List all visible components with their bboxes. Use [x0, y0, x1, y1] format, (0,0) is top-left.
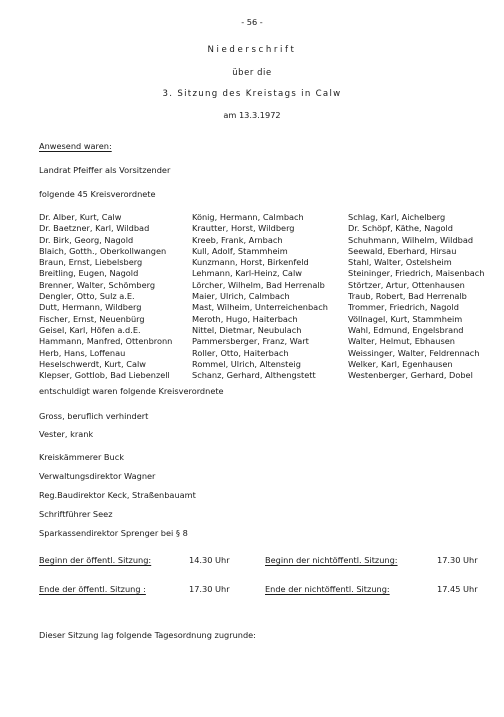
- member-entry: Hammann, Manfred, Ottenbronn: [39, 336, 173, 347]
- member-entry: Klepser, Gottlob, Bad Liebenzell: [39, 370, 170, 381]
- member-entry: Mast, Wilheim, Unterreichenbach: [192, 302, 328, 313]
- member-entry: Rommel, Ulrich, Altensteig: [192, 358, 301, 369]
- member-entry: Heselschwerdt, Kurt, Calw: [39, 358, 146, 369]
- member-entry: Maier, Ulrich, Calmbach: [192, 291, 290, 302]
- staff-entry: Reg.Baudirektor Keck, Straßenbauamt: [39, 490, 196, 500]
- member-entry: Geisel, Karl, Höfen a.d.E.: [39, 324, 141, 335]
- nonpublic-end-label: Ende der nichtöffentl. Sitzung:: [265, 584, 390, 594]
- public-start-value: 14.30 Uhr: [189, 555, 230, 565]
- member-entry: Walter, Helmut, Ebhausen: [348, 336, 455, 347]
- member-entry: Fischer, Ernst, Neuenbürg: [39, 313, 145, 324]
- member-entry: Steininger, Friedrich, Maisenbach: [348, 268, 485, 279]
- member-entry: Störtzer, Artur, Ottenhausen: [348, 279, 465, 290]
- member-entry: Kreeb, Frank, Arnbach: [192, 234, 283, 245]
- staff-entry: Schriftführer Seez: [39, 509, 113, 519]
- member-entry: Stahl, Walter, Ostelsheim: [348, 257, 452, 268]
- member-entry: Kull, Adolf, Stammheim: [192, 245, 288, 256]
- member-entry: Völlnagel, Kurt, Stammheim: [348, 313, 463, 324]
- nonpublic-start-label: Beginn der nichtöffentl. Sitzung:: [265, 555, 398, 565]
- public-start-label: Beginn der öffentl. Sitzung:: [39, 555, 152, 565]
- member-entry: König, Hermann, Calmbach: [192, 212, 304, 222]
- member-entry: Dr. Alber, Kurt, Calw: [39, 212, 122, 222]
- member-entry: Dutt, Hermann, Wildberg: [39, 302, 142, 313]
- nonpublic-end-value: 17.45 Uhr: [437, 584, 478, 594]
- member-entry: Blaich, Gotth., Oberkollwangen: [39, 245, 167, 256]
- document-title: Niederschrift: [207, 45, 297, 55]
- members-column-1: [39, 212, 172, 381]
- public-end-label: Ende der öffentl. Sitzung :: [39, 584, 146, 594]
- staff-entry: Verwaltungsdirektor Wagner: [39, 471, 156, 481]
- member-entry: Westenberger, Gerhard, Dobel: [348, 370, 473, 381]
- member-entry: Welker, Karl, Egenhausen: [348, 358, 453, 369]
- member-entry: Breitling, Eugen, Nagold: [39, 268, 139, 279]
- document-subtitle: über die: [232, 67, 272, 77]
- member-entry: Traub, Robert, Bad Herrenalb: [348, 291, 467, 302]
- member-entry: Braun, Ernst, Liebelsberg: [39, 257, 143, 268]
- page-number: - 56 -: [241, 17, 263, 27]
- session-title: 3. Sitzung des Kreistags in Calw: [162, 89, 342, 99]
- members-column-2: [192, 212, 328, 381]
- staff-entry: Sparkassendirektor Sprenger bei § 8: [39, 528, 188, 538]
- member-entry: Lörcher, Wilhelm, Bad Herrenalb: [192, 279, 325, 290]
- member-entry: Dr. Schöpf, Käthe, Nagold: [348, 223, 454, 234]
- member-entry: Dr. Birk, Georg, Nagold: [39, 234, 134, 245]
- agenda-intro: Dieser Sitzung lag folgende Tagesordnung zugrunde:: [39, 630, 256, 640]
- member-entry: Nittel, Dietmar, Neubulach: [192, 324, 302, 335]
- member-entry: Schlag, Karl, Aichelberg: [348, 212, 446, 222]
- member-entry: Brenner, Walter, Schömberg: [39, 279, 156, 290]
- member-entry: Roller, Otto, Haiterbach: [192, 347, 289, 358]
- staff-entry: Kreiskämmerer Buck: [39, 452, 124, 462]
- member-entry: Schuhmann, Wilhelm, Wildbad: [348, 234, 474, 245]
- public-end-value: 17.30 Uhr: [189, 584, 230, 594]
- member-entry: Seewald, Eberhard, Hirsau: [348, 245, 457, 256]
- member-entry: Meroth, Hugo, Haiterbach: [192, 313, 298, 324]
- member-entry: Krautter, Horst, Wildberg: [192, 223, 295, 234]
- member-entry: Trommer, Friedrich, Nagold: [348, 302, 459, 313]
- nonpublic-start-value: 17.30 Uhr: [437, 555, 478, 565]
- attendance-heading: Anwesend waren:: [39, 141, 112, 151]
- member-entry: Herb, Hans, Loffenau: [39, 347, 126, 358]
- excused-entry: Vester, krank: [39, 429, 94, 439]
- excused-intro: entschuldigt waren folgende Kreisverordnete: [39, 386, 224, 396]
- member-entry: Dengler, Otto, Sulz a.E.: [39, 291, 135, 302]
- member-entry: Wahl, Edmund, Engelsbrand: [348, 324, 464, 335]
- member-entry: Dr. Baetzner, Karl, Wildbad: [39, 223, 150, 234]
- member-entry: Schanz, Gerhard, Althengstett: [192, 370, 316, 381]
- excused-entry: Gross, beruflich verhindert: [39, 411, 149, 421]
- member-entry: Kunzmann, Horst, Birkenfeld: [192, 257, 309, 268]
- member-entry: Pammersberger, Franz, Wart: [192, 336, 309, 347]
- members-intro: folgende 45 Kreisverordnete: [39, 189, 156, 199]
- member-entry: Lehmann, Karl-Heinz, Calw: [192, 268, 302, 279]
- session-date: am 13.3.1972: [223, 110, 281, 120]
- members-column-3: [348, 212, 484, 381]
- member-entry: Weissinger, Walter, Feldrennach: [348, 347, 480, 358]
- chair-line: Landrat Pfeiffer als Vorsitzender: [39, 165, 171, 175]
